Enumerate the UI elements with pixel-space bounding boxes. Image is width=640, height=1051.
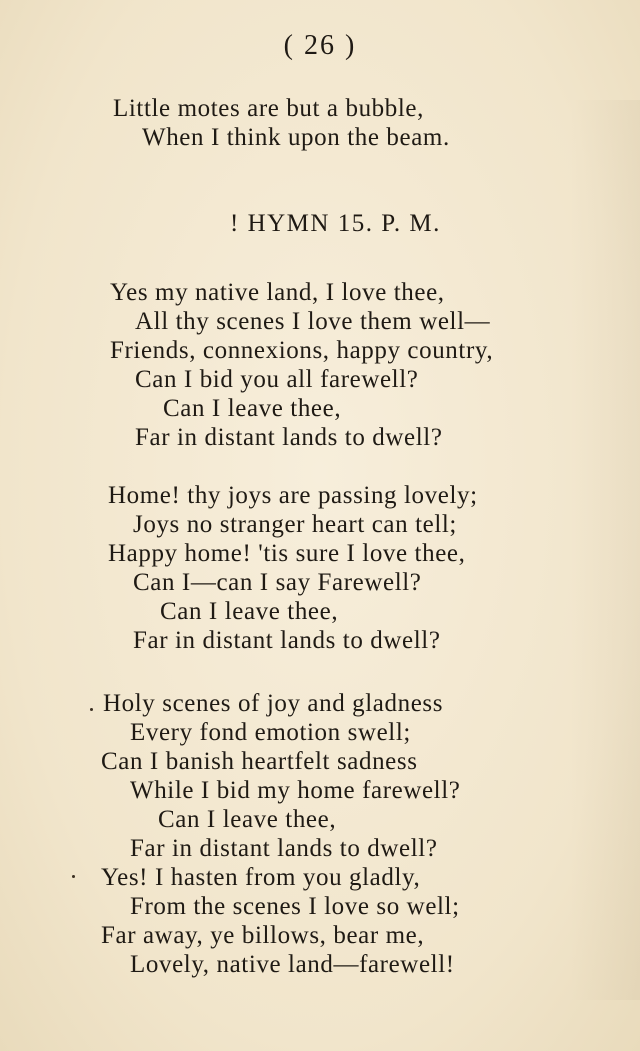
verse-line: Yes! I hasten from you gladly, [101, 864, 421, 891]
page-shadow [570, 100, 640, 1000]
verse-line: Little motes are but a bubble, [113, 95, 424, 122]
verse-line: Happy home! 'tis sure I love thee, [108, 540, 466, 567]
verse-line: From the scenes I love so well; [130, 893, 460, 920]
hymn-title: ! HYMN 15. P. M. [230, 210, 441, 237]
verse-line: Can I bid you all farewell? [135, 366, 419, 393]
verse-line: All thy scenes I love them well— [135, 308, 491, 335]
verse-line: Every fond emotion swell; [130, 719, 411, 746]
verse-line: Can I leave thee, [160, 598, 339, 625]
verse-line: Can I—can I say Farewell? [133, 569, 422, 596]
page-number: ( 26 ) [283, 30, 357, 61]
verse-line: Far in distant lands to dwell? [130, 835, 438, 862]
verse-line: While I bid my home farewell? [130, 777, 461, 804]
verse-line: Holy scenes of joy and gladness [103, 690, 444, 717]
verse-line: Yes my native land, I love thee, [110, 279, 445, 306]
verse-line: Far in distant lands to dwell? [135, 424, 443, 451]
verse-line: Can I leave thee, [158, 806, 337, 833]
verse-line: Lovely, native land—farewell! [130, 951, 455, 978]
ink-speck [90, 708, 93, 711]
ink-speck [72, 875, 75, 878]
verse-line: Friends, connexions, happy country, [110, 337, 494, 364]
verse-line: Can I leave thee, [163, 395, 342, 422]
verse-line: Can I banish heartfelt sadness [101, 748, 418, 775]
verse-line: Home! thy joys are passing lovely; [108, 482, 478, 509]
verse-line: Far in distant lands to dwell? [133, 627, 441, 654]
verse-line: Joys no stranger heart can tell; [133, 511, 457, 538]
verse-line: Far away, ye billows, bear me, [101, 922, 425, 949]
verse-line: When I think upon the beam. [142, 124, 450, 151]
